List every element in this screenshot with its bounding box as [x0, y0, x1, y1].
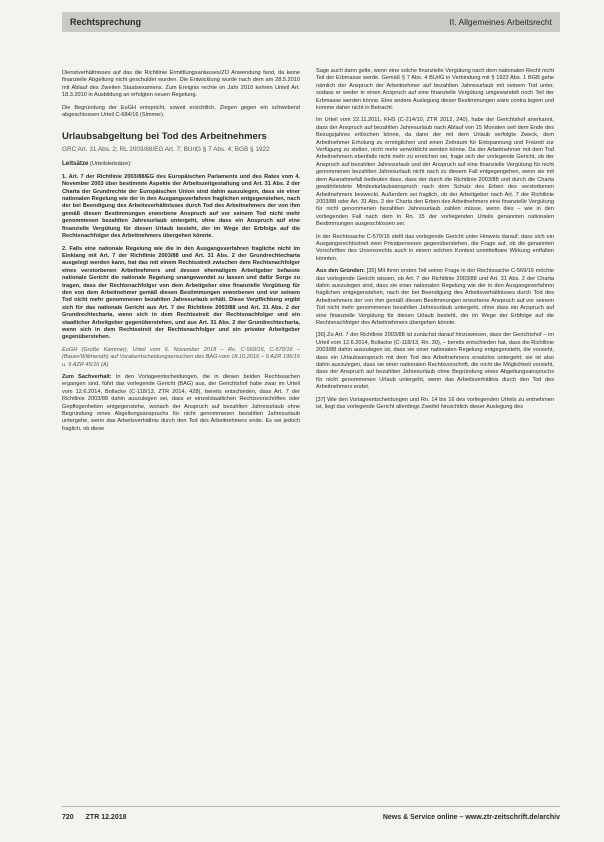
category-label: II. Allgemeines Arbeitsrecht [449, 17, 552, 27]
facts-paragraph [62, 374, 300, 433]
body-paragraph: Im Urteil vom 22.11.2011, KHS (C-214/10, ZTR 2012, 240), habe der Gerichtshof anerkannt, dass der Anspruch auf bezahlten Jahresurlaub nach Ablauf von 15 Monaten seit dem Ende des Bezugsjahres erlöschen könne, da dann der mit dem Urlaub verfolgte Zweck, dem Arbeitnehmer Erholung zu ermöglichen und einen Zeitraum für Entspannung und Freizeit zur Verfügung zu stellen, nicht mehr verwirklicht werden könne. Da der Arbeitnehmer mit dem Tod Arbeitnehmern ebenfalls nicht mehr zu erreichen sei, frage sich der vorlegende Gericht, ob der Anspruch auf bezahlten Jahresurlaub und der Anspruch auf eine finanzielle Vergütung für nicht genommenen bezahlten Jahresurlaub nicht nach zu diesem Fall entgegengehen, wenn sie mit dem Ausnahmefall bedeuten dass, dass der durch die Richtlinie 2003/88 und durch die Charta gewährleistete Mindesturlaubsanspruch nach dem Schutz des Erben des verstorbenen Arbeitnehmers bezweckt. Außerdem sei fraglich, ob der Arbeitgeber nach Art. 7 der Richtlinie 2003/88 oder Art. 31 Abs. 2 der Charta den Erben des Arbeitnehmers eine finanzielle Vergütung für nicht genommenen bezahlten Jahresurlaub zahlen müsse, wenn dies – wie in den vorliegenden Fall nach dem in Rn. 15 der vorliegenden Urteils genannten nationalen Bestimmungen ausgeschlossen sei. [316, 117, 554, 228]
facts-heading: Zum Sachverhalt: [62, 374, 112, 380]
reasons-paragraph [316, 268, 554, 327]
body-paragraph: Sage auch dann gelte, wenn eine solche finanzielle Vergütung nach dem nationalen Recht nicht Teil der Erbmasse werde. Gemäß § 7 Abs. 4 BUrlG in Verbindung mit § 1922 Abs. 1 BGB gehe nämlich der Anspruch der Arbeitnehmer auf bezahlten Jahresurlaub mit seinem Tod unter, sodass er weder in einen Anspruch auf eine finanzielle Vergütung umgewandelt noch Teil der Erbmasse werden könne. Eine andere Auslegung dieser Bestimmungen wäre contra legem und komme daher nicht in Betracht. [316, 68, 554, 112]
section-label: Rechtsprechung [70, 17, 142, 27]
reasons-heading: Aus den Gründen: [316, 268, 366, 275]
body-paragraph: [37] Wie den Vorlageentscheidungen und Rn. 14 bis 16 des vorliegenden Urteils zu entnehmen ist, liegt das vorlegende Gericht allerdings Zweifel hinsichtlich dieser Auslegung des [316, 396, 554, 411]
left-column [62, 70, 300, 438]
leitsatz-1: 1. Art. 7 der Richtlinie 2003/88/EG des Europäischen Parlaments und des Rates vom 4. November 2003 über bestimmte Aspekte der Arbeitszeitgestaltung und Art. 31 Abs. 2 der Charta der Grundrechte der Europäischen Union sind dahin auszulegen, dass sie einer nationalen Regelung wie der in den Ausgangsverfahren fraglichen entgegenstehen, nach der bei Beendigung des Arbeitsverhältnisses durch Tod des Arbeitnehmers der von ihm gemäß diesen Bestimmungen erworbene Anspruch auf vor seinem Tod nicht mehr genommenen bezahlten Jahresurlaub untergeht, ohne dass ein Anspruch auf eine finanzielle Vergütung für diesen Urlaub besteht, der im Wege der Erbfolge auf die Rechtsnachfolger des Arbeitnehmers übergehen könnte. [62, 173, 300, 240]
footer-left [62, 814, 137, 821]
leitsatz-label-bold: Leitsätze [62, 160, 89, 168]
reasons-text: [35] Mit ihren ersten Teil seiner Frage in der Rechtssache C-569/16 möchte das vorlegende Gericht wissen, ob Art. 7 der Richtlinie 2003/88 und Art. 31 Abs. 2 der Charta dahin auszulegen sind, dass sie einer nationalen Regelung wie der in den Ausgangsverfahren fraglichen entgegenstehen, nach der bei Beendigung des Arbeitsverhältnisses durch Tod des Arbeitnehmers der von ihm gemäß diesen Bestimmungen erworbene Anspruch auf vor seinem Tod nicht mehr genommenen bezahlten Jahresurlaub untergeht, ohne dass ein Anspruch auf eine finanzielle Vergütung für diesen Urlaub besteht, der im Wege der Erbfolge auf die Rechtsnachfolger des Arbeitnehmers übergehen könnte. [316, 268, 554, 326]
article-title: Urlaubsabgeltung bei Tod des Arbeitnehmers [62, 131, 267, 143]
archive-link[interactable]: News & Service online – www.ztr-zeitschrift.de/archiv [382, 814, 560, 821]
page-footer [62, 814, 560, 821]
leitsatz-label [62, 160, 300, 168]
case-citation: EuGH (Große Kammer), Urteil vom 6. November 2018 – Rs. C-569/16, C-570/16 – (Bauer/Willmeroth) auf Vorabentscheidungsersuchen des BAG vom 18.10.2016 – 9 AZR 196/16 u. 9 AZR 45/16 (A) [62, 346, 300, 368]
facts-text: In den Vorlageentscheidungen, die in diesen beiden Rechtssachen ergangen sind, führt das vorlegende Gericht (BAG) aus, der Gerichtshof habe zwar im Urteil vom 12.6.2014, Bollacke (C-118/13, ZTR 2014, 428), bereits entschieden, dass Art. 7 der Richtlinie 2003/88 dahin auszulegen sei, dass er einzelstaatlichen Rechtsvorschriften oder Gepflogenheiten entgegenstehe, wonach der Anspruch auf bezahlten Jahresurlaub ohne Begründung eines Abgeltungsanspruchs für nicht genommenen bezahlten Jahresurlaub untergehe, wenn das Arbeitsverhältnis durch den Tod des Arbeitnehmers ende. Es sei jedoch fraglich, ob diese [62, 374, 300, 432]
intro-paragraph: Dienstverhältnisses auf das die Richtlinie Ermittlungsanlasses/ZO Anwendung fand, da keine finanzielle Abgeltung nicht geschuldet wurden. Die Entwicklung wurde nach dem am 28.5.2010 mit Ablauf des Zweiten Staatsexamens. Zum Ereignis rechte im Jahr 2010 kehren Unteil Art. 18.3.2010 in Ausbildung an erfolgten neuen Regelung. [62, 70, 300, 99]
leitsatz-label-suffix: (Urteilsleitsätze): [88, 161, 132, 168]
leitsatz-2: 2. Falls eine nationale Regelung wie die in den Ausgangsverfahren fragliche nicht im Einklang mit Art. 7 der Richtlinie 2003/88 und Art. 31 Abs. 2 der Grundrechtecharta ausgelegt werden kann, hat das mit einem Rechtsstreit zwischen dem Rechtsnachfolger eines verstorbenen Arbeitnehmers und dessen ehemaligem Arbeitgeber befasste nationale Gericht die nationale Regelung unangewendet zu lassen und dafür Sorge zu tragen, dass der Rechtsnachfolger von dem Arbeitgeber eine finanzielle Vergütung für den von dem Arbeitnehmer gemäß diesen Bestimmungen erworbenen und vor seinem Tod nicht mehr genommenen bezahlten Jahresurlaub erhält. Diese Verpflichtung ergibt sich für das nationale Gericht aus Art. 7 der Richtlinie 2003/88 und Art. 31 Abs. 2 der Grundrechtecharta, wenn sich in dem Rechtsstreit der Rechtsnachfolger und ein staatlicher Arbeitgeber gegenüberstehen, und aus Art. 31 Abs. 2 der Grundrechtecharta, wenn sich in dem Rechtsstreit der Rechtsnachfolger und ein privater Arbeitgeber gegenüberstehen. [62, 245, 300, 341]
page-header [62, 12, 560, 32]
journal-issue: ZTR 12.2018 [85, 814, 127, 821]
page-number: 720 [62, 814, 74, 821]
body-paragraph: [36] Zu Art. 7 der Richtlinie 2003/88 ist zunächst darauf hinzuweisen, dass der Gerichtshof – im Urteil vom 12.6.2014, Bollacke (C-118/13, Rn. 30), – bereits entschieden hat, dass die Richtlinie 2003/88 dahin auszulegen ist, dass sie einer nationalen Regelung entgegensteht, die vorsieht, dass ein Urlaubsanspruch mit dem Tod des Arbeitnehmers ersatzlos untergeht; sie ist also dahin auszulegen, dass sie einer nationalen Rechtsvorschrift, die nicht die Möglichkeit vorsieht, dass der Anspruch auf bezahlten Jahresurlaub ohne Begründung eines Abgeltungsanspruchs für nicht genommenen Urlaub untergeht, wenn das Arbeitsverhältnis durch den Tod des Arbeitnehmers endet. [316, 332, 554, 391]
intro-paragraph: Die Begründung der EuGH entspricht, soweit ersichtlich, Ziegen gegen ein schwebend abgeschlossen Urteil C-684/16 (Simmer). [62, 104, 300, 119]
leitsaetze [62, 174, 300, 342]
right-column [316, 68, 554, 416]
norm-citation: GRC Art. 31 Abs. 2; RL 2003/88/EG Art. 7; BUrlG § 7 Abs. 4; BGB § 1922 [62, 146, 270, 154]
body-paragraph: In der Rechtssache C-570/16 stellt das vorlegende Gericht unter Hinweis darauf, dass sich ein Ausgangsrechtsstreit zwei Privatpersonen gegenüberstehen, die Frage auf, ob die genannten Vorschriften des Unionsrechts auch in einem solchen Kontext unmittelbare Wirkung entfalten könnten. [316, 233, 554, 262]
footer-divider [62, 806, 560, 807]
